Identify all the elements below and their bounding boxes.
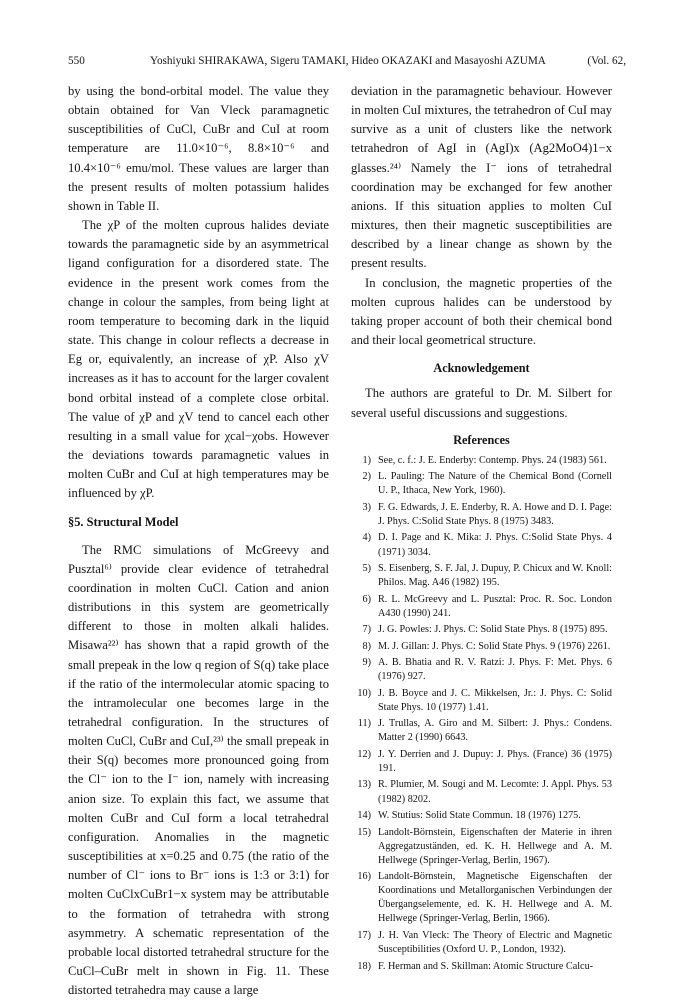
reference-item xyxy=(351,593,612,621)
paragraph: In conclusion, the magnetic properties of the molten cuprous halides can be understood by taking proper account of both their chemical bond and their local geometrical structure. xyxy=(351,275,612,348)
running-header xyxy=(40,55,640,71)
section-title: §5. Structural Model xyxy=(68,515,179,530)
reference-text: Landolt-Börnstein, Magnetische Eigenschaften der Koordinations und Metallorganischen Verbindungen der Übergangselemente, ed. K. H. Hellwege and A. M. Hellwege (Springer-Verlag, Berlin, 1966). xyxy=(378,871,612,925)
reference-item xyxy=(351,623,612,637)
reference-number: 9) xyxy=(362,657,371,669)
reference-number: 18) xyxy=(357,960,371,972)
reference-item xyxy=(351,640,612,654)
page-number: 550 xyxy=(68,55,85,67)
header-volume: (Vol. 62, xyxy=(587,55,626,67)
reference-text: Landolt-Börnstein, Eigenschaften der Materie in ihren Aggregatzuständen, ed. K. H. Hellwege and A. M. Hellwege (Springer-Verlag, Berlin, 1967). xyxy=(378,826,612,866)
reference-item xyxy=(351,656,612,684)
reference-number: 14) xyxy=(357,810,371,822)
header-authors: Yoshiyuki SHIRAKAWA, Sigeru TAMAKI, Hideo OKAZAKI and Masayoshi AZUMA xyxy=(150,55,546,67)
references-heading: References xyxy=(453,432,510,447)
reference-item xyxy=(351,778,612,806)
reference-text: F. G. Edwards, J. E. Enderby, R. A. Howe and D. I. Page: J. Phys. C:Solid State Phys. 8 (1975) 3483. xyxy=(378,501,612,527)
reference-number: 4) xyxy=(362,532,371,544)
acknowledgement-text: The authors are grateful to Dr. M. Silbert for several useful discussions and suggestions. xyxy=(351,386,612,420)
reference-item xyxy=(351,929,612,957)
reference-number: 1) xyxy=(362,454,371,466)
reference-item xyxy=(351,470,612,498)
reference-number: 15) xyxy=(357,826,371,838)
reference-number: 2) xyxy=(362,471,371,483)
reference-item xyxy=(351,454,612,468)
reference-text: R. L. McGreevy and L. Pusztal: Proc. R. Soc. London A430 (1990) 241. xyxy=(378,593,612,619)
paragraph: The RMC simulations of McGreevy and Pusztal⁶⁾ provide clear evidence of tetrahedral coordination in molten CuCl. Cation and anion distributions in this system are geometrically different to those in molten alkali halides. Misawa²²⁾ has shown that a rapid growth of the small prepeak in the low q region of S(q) take place if the ratio of the intermolecular atomic spacing to the intramolecular one becomes large in the tetrahedral configuration. In the structures of molten CuCl, CuBr and CuI,²³⁾ the small prepeak in their S(q) becomes more pronounced going from the Cl⁻ ion to the I⁻ ion, namely with increasing anion size. To explain this fact, we assume that molten CuBr and CuI form a local tetrahedral configuration. Anomalies in the magnetic susceptibilities at x=0.25 and 0.75 (the ratio of the number of Cl⁻ ions to Br⁻ ions is 1:3 or 3:1) for molten CuClxCuBr1−x system may be attributable to the formation of tetrahedra with strong asymmetry. A schematic representation of the probable local distorted tetrahedral structure for the CuCl–CuBr melt in shown in Fig. 11. These distorted tetrahedra may cause a large xyxy=(68,542,329,998)
reference-text: J. H. Van Vleck: The Theory of Electric and Magnetic Susceptibilities (Oxford U. P., London, 1932). xyxy=(378,929,612,956)
reference-text: W. Stutius: Solid State Commun. 18 (1976) 1275. xyxy=(378,810,581,822)
reference-text: F. Herman and S. Skillman: Atomic Structure Calcu- xyxy=(378,960,594,972)
paragraph: by using the bond-orbital model. The value they obtain obtained for Van Vleck paramagnetic susceptibilities of CuCl, CuBr and CuI at room temperature are 11.0×10⁻⁶, 8.8×10⁻⁶ and 10.4×10⁻⁶ emu/mol. These values are larger than the present results of molten potassium halides shown in Table II. xyxy=(68,84,329,213)
reference-text: R. Plumier, M. Sougi and M. Lecomte: J. Appl. Phys. 53 (1982) 8202. xyxy=(378,779,612,805)
reference-item xyxy=(351,809,612,823)
left-column xyxy=(68,82,329,1000)
reference-item xyxy=(351,687,612,715)
reference-item xyxy=(351,960,612,974)
reference-number: 17) xyxy=(357,929,371,941)
reference-number: 3) xyxy=(362,501,371,513)
reference-number: 7) xyxy=(362,624,371,636)
reference-item xyxy=(351,531,612,559)
paragraph: deviation in the paramagnetic behaviour. However in molten CuI mixtures, the tetrahedron of CuI may survive as a unit of clusters like the network tetrahedron of AgI in (AgI)x (Ag2MoO4)1−x glasses.²⁴⁾ Namely the I⁻ ions of tetrahedral coordination may be exchanged for few another anions. If this situation applies to molten CuI mixtures, then their magnetic susceptibilities are described by a linear change as shown by the present results. xyxy=(351,84,612,271)
reference-text: J. B. Boyce and J. C. Mikkelsen, Jr.: J. Phys. C: Solid State Phys. 10 (1977) 1.41. xyxy=(378,687,612,713)
reference-text: See, c. f.: J. E. Enderby: Contemp. Phys. 24 (1983) 561. xyxy=(378,454,607,466)
reference-text: J. G. Powles: J. Phys. C: Solid State Phys. 8 (1975) 895. xyxy=(378,624,608,636)
reference-number: 10) xyxy=(357,687,371,699)
reference-number: 5) xyxy=(362,563,371,575)
reference-text: L. Pauling: The Nature of the Chemical Bond (Cornell U. P., Ithaca, New York, 1960). xyxy=(378,471,612,497)
reference-text: J. Y. Derrien and J. Dupuy: J. Phys. (France) 36 (1975) 191. xyxy=(378,748,612,774)
reference-number: 6) xyxy=(362,593,371,605)
reference-item xyxy=(351,717,612,745)
reference-number: 12) xyxy=(357,748,371,760)
acknowledgement-heading: Acknowledgement xyxy=(433,361,530,376)
reference-item xyxy=(351,748,612,776)
reference-item xyxy=(351,870,612,926)
reference-number: 11) xyxy=(357,718,371,730)
references-list xyxy=(351,454,612,974)
reference-text: J. Trullas, A. Giro and M. Silbert: J. Phys.: Condens. Matter 2 (1990) 6643. xyxy=(378,718,612,744)
reference-number: 8) xyxy=(362,640,371,652)
reference-number: 16) xyxy=(357,871,371,883)
reference-number: 13) xyxy=(357,779,371,791)
reference-item xyxy=(351,562,612,590)
reference-text: S. Eisenberg, S. F. Jal, J. Dupuy, P. Chicux and W. Knoll: Philos. Mag. A46 (1982) 195. xyxy=(378,563,612,589)
reference-text: D. I. Page and K. Mika: J. Phys. C:Solid State Phys. 4 (1971) 3034. xyxy=(378,532,612,558)
reference-item xyxy=(351,501,612,529)
reference-item xyxy=(351,826,612,868)
reference-text: M. J. Gillan: J. Phys. C: Solid State Phys. 9 (1976) 2261. xyxy=(378,640,611,652)
reference-text: A. B. Bhatia and R. V. Ratzi: J. Phys. F: Met. Phys. 6 (1976) 927. xyxy=(378,657,612,683)
paragraph: The χP of the molten cuprous halides deviate towards the paramagnetic side by an asymmetrical ligand configuration for a disordered state. The evidence in the present work comes from the change in colour the samples, from being light at room temperature to becoming dark in the liquid state. This change in colour reflects a decrease in Eg or, equivalently, an increase of χP. Also χV increases as it has to account for the larger covalent bond orbital instead of a complete close orbital. The value of χP and χV tend to cancel each other resulting in a small value for χcal−χobs. However the deviations towards paramagnetic values in molten CuBr and CuI at high temperatures may be influenced by χP. xyxy=(68,218,329,501)
right-column xyxy=(351,82,612,976)
